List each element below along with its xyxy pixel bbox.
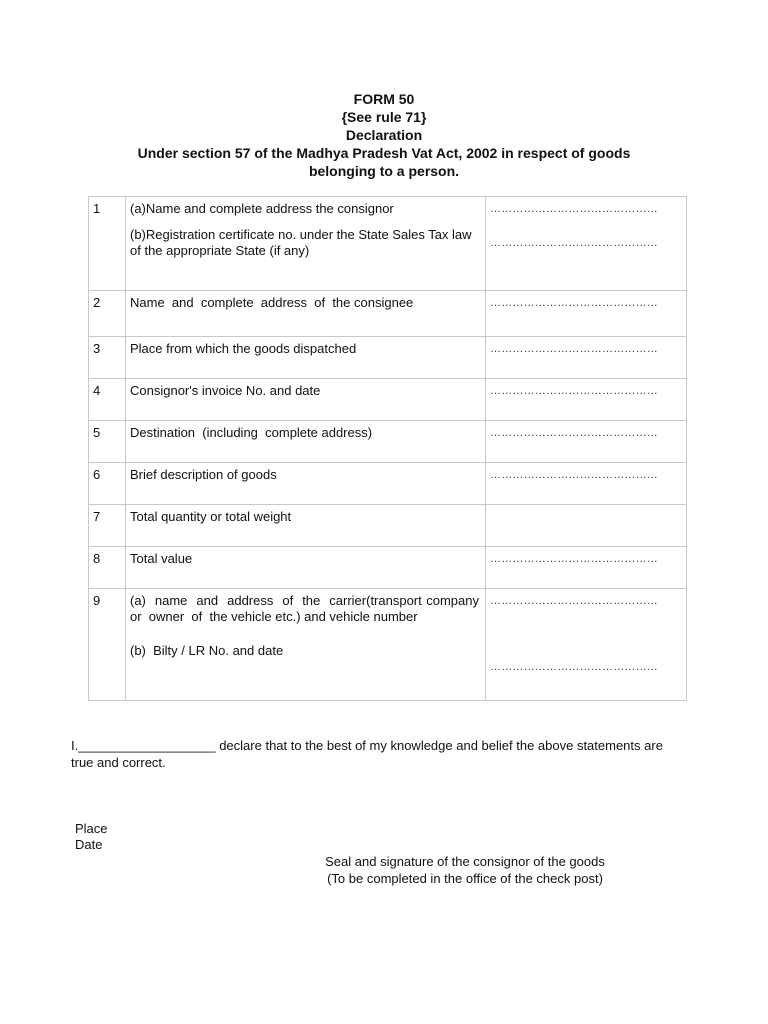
row-value	[486, 421, 687, 463]
invoice-field[interactable]: ………………………………………	[490, 385, 658, 397]
form-header	[0, 90, 768, 180]
bilty-field[interactable]: ………………………………………	[490, 661, 658, 673]
registration-certificate-field[interactable]: ………………………………………	[490, 237, 658, 249]
row-number: 3	[89, 337, 126, 379]
row-number: 9	[89, 589, 126, 701]
goods-description-field[interactable]: ………………………………………	[490, 469, 658, 481]
row-description: Place from which the goods dispatched	[126, 337, 486, 379]
row-number: 2	[89, 291, 126, 337]
carrier-label: (a) name and address of the carrier(transport company or owner of the vehicle etc.) and vehicle number	[130, 593, 487, 624]
declaration-text: I.___________________ declare that to the best of my knowledge and belief the above statements are true and correct.	[71, 738, 663, 770]
table-row	[89, 197, 687, 291]
date-label: Date	[75, 837, 103, 852]
form-subtitle-line1: Under section 57 of the Madhya Pradesh Vat Act, 2002 in respect of goods	[137, 145, 631, 161]
row-description: Brief description of goods	[126, 463, 486, 505]
declaration-table	[88, 196, 687, 701]
row-number: 7	[89, 505, 126, 547]
table-row	[89, 379, 687, 421]
seal-signature-block	[300, 853, 630, 887]
row-number: 5	[89, 421, 126, 463]
destination-field[interactable]: ………………………………………	[490, 427, 658, 439]
row-value	[486, 197, 687, 291]
row-description	[126, 197, 486, 291]
quantity-field[interactable]	[486, 505, 687, 547]
row-value	[486, 547, 687, 589]
row-value	[486, 291, 687, 337]
table-row	[89, 291, 687, 337]
bilty-label: (b) Bilty / LR No. and date	[130, 643, 284, 658]
rule-reference: {See rule 71}	[341, 109, 427, 125]
row-description: Name and complete address of the consignee	[126, 291, 486, 337]
row-value	[486, 589, 687, 701]
row-value	[486, 337, 687, 379]
form-subtitle-line2: belonging to a person.	[308, 163, 460, 179]
table-row	[89, 589, 687, 701]
consignee-address-field[interactable]: ………………………………………	[490, 297, 658, 309]
row-number: 8	[89, 547, 126, 589]
table-row	[89, 547, 687, 589]
row-description: Destination (including complete address)	[126, 421, 486, 463]
row-value	[486, 463, 687, 505]
consignor-name-label: (a)Name and complete address the consignor	[130, 201, 394, 216]
place-label: Place	[75, 821, 108, 836]
place-date-block	[75, 821, 108, 853]
row-description: Consignor's invoice No. and date	[126, 379, 486, 421]
row-value	[486, 379, 687, 421]
dispatch-place-field[interactable]: ………………………………………	[490, 343, 658, 355]
table-row	[89, 337, 687, 379]
check-post-note: (To be completed in the office of the check post)	[327, 871, 603, 886]
table-row	[89, 421, 687, 463]
registration-certificate-label: (b)Registration certificate no. under the State Sales Tax law of the appropriate State (if any)	[130, 227, 472, 258]
row-description: Total value	[126, 547, 486, 589]
total-value-field[interactable]: ………………………………………	[490, 553, 658, 565]
table-row	[89, 505, 687, 547]
seal-signature-label: Seal and signature of the consignor of the goods	[325, 854, 605, 869]
form-title: Declaration	[345, 127, 423, 143]
row-description	[126, 589, 486, 701]
row-number: 4	[89, 379, 126, 421]
carrier-field[interactable]: ………………………………………	[490, 595, 658, 607]
row-number: 1	[89, 197, 126, 291]
row-description: Total quantity or total weight	[126, 505, 486, 547]
consignor-name-field[interactable]: ………………………………………	[490, 203, 658, 215]
form-number: FORM 50	[353, 91, 415, 107]
row-number: 6	[89, 463, 126, 505]
table-row	[89, 463, 687, 505]
